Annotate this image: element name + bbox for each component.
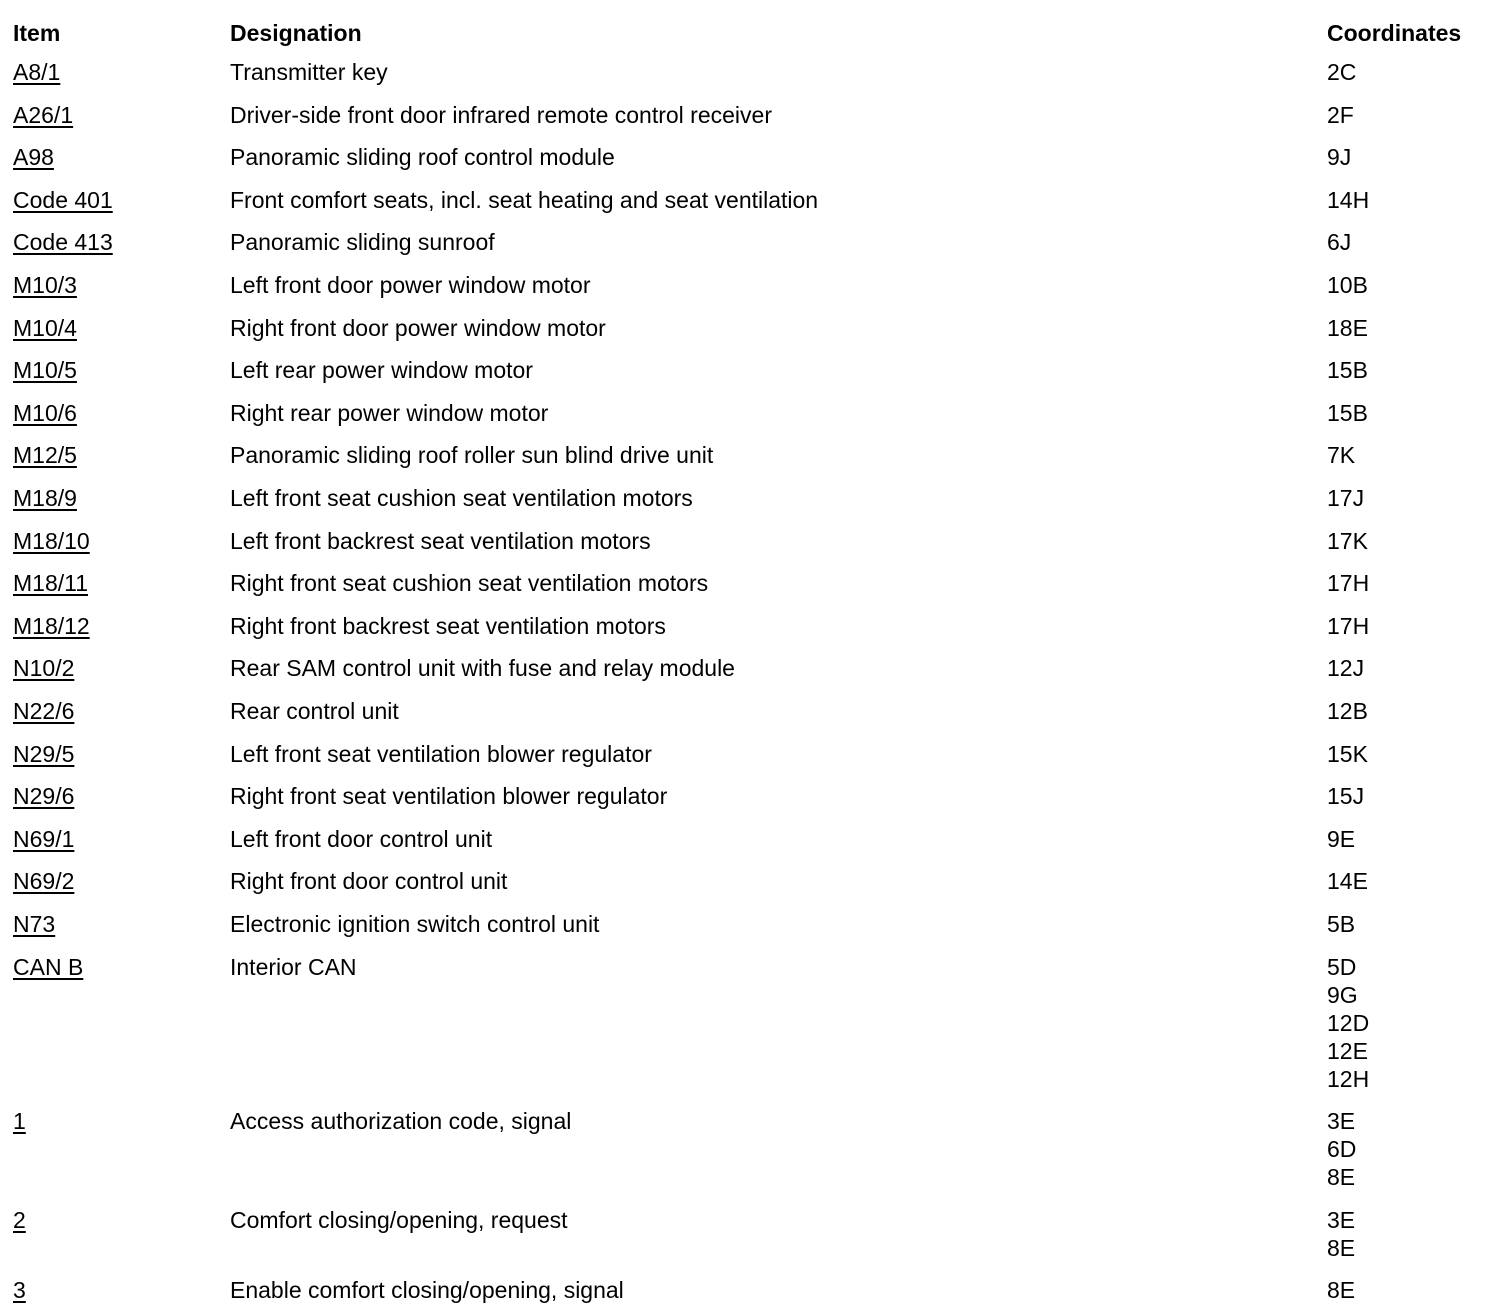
designation-text: Electronic ignition switch control unit xyxy=(230,911,600,937)
designation-text: Access authorization code, signal xyxy=(230,1108,572,1135)
item-link[interactable]: N69/2 xyxy=(13,868,75,895)
designation-text: Enable comfort closing/opening, signal xyxy=(230,1277,624,1304)
coordinate-value: 17J xyxy=(1327,485,1365,511)
header-designation: Designation xyxy=(230,20,362,46)
coordinates-cell xyxy=(1327,186,1369,214)
coordinates-cell xyxy=(1327,910,1355,938)
item-link[interactable]: N73 xyxy=(13,911,56,937)
coordinate-value: 17H xyxy=(1327,612,1370,639)
item-link[interactable]: Code 401 xyxy=(13,186,113,213)
coordinate-value: 9E xyxy=(1327,825,1356,852)
coordinate-value: 2C xyxy=(1327,59,1357,85)
item-link[interactable]: M10/4 xyxy=(13,314,77,341)
coordinates-cell xyxy=(1327,1276,1355,1304)
coordinate-value: 15K xyxy=(1327,740,1368,767)
coordinate-value: 3E xyxy=(1327,1206,1356,1233)
coordinate-value: 17H xyxy=(1327,570,1370,597)
item-link[interactable]: CAN B xyxy=(13,953,84,980)
designation-text: Left front seat ventilation blower regulator xyxy=(230,740,652,767)
table-header xyxy=(0,16,1504,50)
designation-text: Left front door power window motor xyxy=(230,272,591,298)
coordinates-cell xyxy=(1327,441,1355,469)
coordinates-cell xyxy=(1327,228,1351,256)
item-link[interactable]: M10/5 xyxy=(13,357,77,384)
item-link[interactable]: M18/9 xyxy=(13,485,77,511)
coordinate-value: 6D xyxy=(1327,1136,1357,1163)
coordinates-cell xyxy=(1327,101,1354,129)
designation-text: Left rear power window motor xyxy=(230,357,533,384)
coordinates-cell xyxy=(1327,58,1356,86)
coordinate-value: 12E xyxy=(1327,1037,1368,1064)
designation-text: Right front backrest seat ventilation motors xyxy=(230,612,666,639)
item-link[interactable]: M18/12 xyxy=(13,612,90,639)
coordinates-cell xyxy=(1327,314,1368,342)
item-link[interactable]: M10/6 xyxy=(13,399,77,426)
designation-text: Right front seat ventilation blower regulator xyxy=(230,783,668,810)
designation-text: Left front backrest seat ventilation motors xyxy=(230,527,651,554)
item-link[interactable]: A26/1 xyxy=(13,101,74,128)
item-link[interactable]: N29/5 xyxy=(13,740,75,767)
designation-text: Panoramic sliding roof control module xyxy=(230,144,615,171)
designation-text: Right rear power window motor xyxy=(230,399,549,426)
designation-text: Transmitter key xyxy=(230,59,388,85)
item-link[interactable]: 1 xyxy=(13,1108,26,1135)
item-link[interactable]: 3 xyxy=(13,1277,26,1304)
coordinate-value: 9G xyxy=(1327,981,1358,1008)
coordinate-value: 5B xyxy=(1327,911,1356,937)
coordinate-value: 10B xyxy=(1327,272,1368,298)
coordinate-value: 12B xyxy=(1327,698,1368,724)
designation-text: Panoramic sliding sunroof xyxy=(230,229,495,256)
coordinate-value: 14E xyxy=(1327,868,1368,895)
coordinates-cell xyxy=(1327,484,1364,512)
item-link[interactable]: N29/6 xyxy=(13,783,75,810)
item-link[interactable]: M18/11 xyxy=(13,570,89,597)
designation-text: Left front door control unit xyxy=(230,825,493,852)
designation-text: Panoramic sliding roof roller sun blind drive unit xyxy=(230,442,714,469)
coordinate-value: 7K xyxy=(1327,442,1356,469)
coordinates-cell xyxy=(1327,527,1368,555)
coordinate-value: 12D xyxy=(1327,1009,1370,1036)
designation-text: Driver-side front door infrared remote control receiver xyxy=(230,101,772,128)
designation-text: Front comfort seats, incl. seat heating and seat ventilation xyxy=(230,186,819,213)
coordinate-value: 9J xyxy=(1327,144,1352,171)
coordinate-value: 6J xyxy=(1327,229,1352,256)
coordinate-value: 3E xyxy=(1327,1108,1356,1135)
coordinate-value: 8E xyxy=(1327,1234,1356,1261)
item-link[interactable]: A8/1 xyxy=(13,59,61,85)
coordinates-cell xyxy=(1327,654,1364,682)
coordinates-cell xyxy=(1327,782,1364,810)
coordinates-cell xyxy=(1327,867,1368,895)
coordinates-cell xyxy=(1327,356,1368,384)
item-link[interactable]: M10/3 xyxy=(13,272,77,298)
coordinate-value: 15J xyxy=(1327,783,1365,810)
coordinates-cell xyxy=(1327,825,1355,853)
item-link[interactable]: N10/2 xyxy=(13,655,75,682)
item-link[interactable]: N22/6 xyxy=(13,698,75,724)
coordinates-cell xyxy=(1327,1206,1355,1262)
coordinate-value: 14H xyxy=(1327,186,1370,213)
designation-text: Right front door power window motor xyxy=(230,314,606,341)
item-link[interactable]: M12/5 xyxy=(13,442,77,469)
coordinates-cell xyxy=(1327,399,1368,427)
designation-text: Comfort closing/opening, request xyxy=(230,1206,568,1233)
item-link[interactable]: N69/1 xyxy=(13,825,75,852)
coordinate-value: 8E xyxy=(1327,1277,1356,1304)
coordinate-value: 8E xyxy=(1327,1164,1356,1191)
coordinate-value: 17K xyxy=(1327,527,1368,554)
designation-text: Right front door control unit xyxy=(230,868,508,895)
designation-text: Rear SAM control unit with fuse and relay module xyxy=(230,655,735,682)
coordinate-value: 15B xyxy=(1327,399,1368,426)
coordinates-cell xyxy=(1327,143,1351,171)
coordinates-cell xyxy=(1327,953,1369,1093)
coordinate-value: 12H xyxy=(1327,1065,1370,1092)
coordinates-cell xyxy=(1327,612,1369,640)
item-link[interactable]: M18/10 xyxy=(13,527,90,554)
designation-text: Left front seat cushion seat ventilation motors xyxy=(230,485,693,511)
item-link[interactable]: A98 xyxy=(13,144,54,171)
coordinate-value: 15B xyxy=(1327,357,1368,384)
designation-text: Interior CAN xyxy=(230,953,357,980)
item-link[interactable]: Code 413 xyxy=(13,229,113,256)
coordinates-cell xyxy=(1327,1107,1356,1191)
designation-text: Right front seat cushion seat ventilation motors xyxy=(230,570,709,597)
coordinate-value: 18E xyxy=(1327,314,1368,341)
coordinates-cell xyxy=(1327,271,1368,299)
header-coordinates: Coordinates xyxy=(1327,20,1462,46)
designation-text: Rear control unit xyxy=(230,698,399,724)
coordinates-cell xyxy=(1327,740,1368,768)
coordinate-value: 12J xyxy=(1327,655,1365,682)
coordinate-value: 2F xyxy=(1327,101,1354,128)
header-item: Item xyxy=(13,20,61,46)
coordinates-cell xyxy=(1327,697,1368,725)
item-link[interactable]: 2 xyxy=(13,1206,26,1233)
coordinates-cell xyxy=(1327,569,1369,597)
coordinate-value: 5D xyxy=(1327,953,1357,980)
